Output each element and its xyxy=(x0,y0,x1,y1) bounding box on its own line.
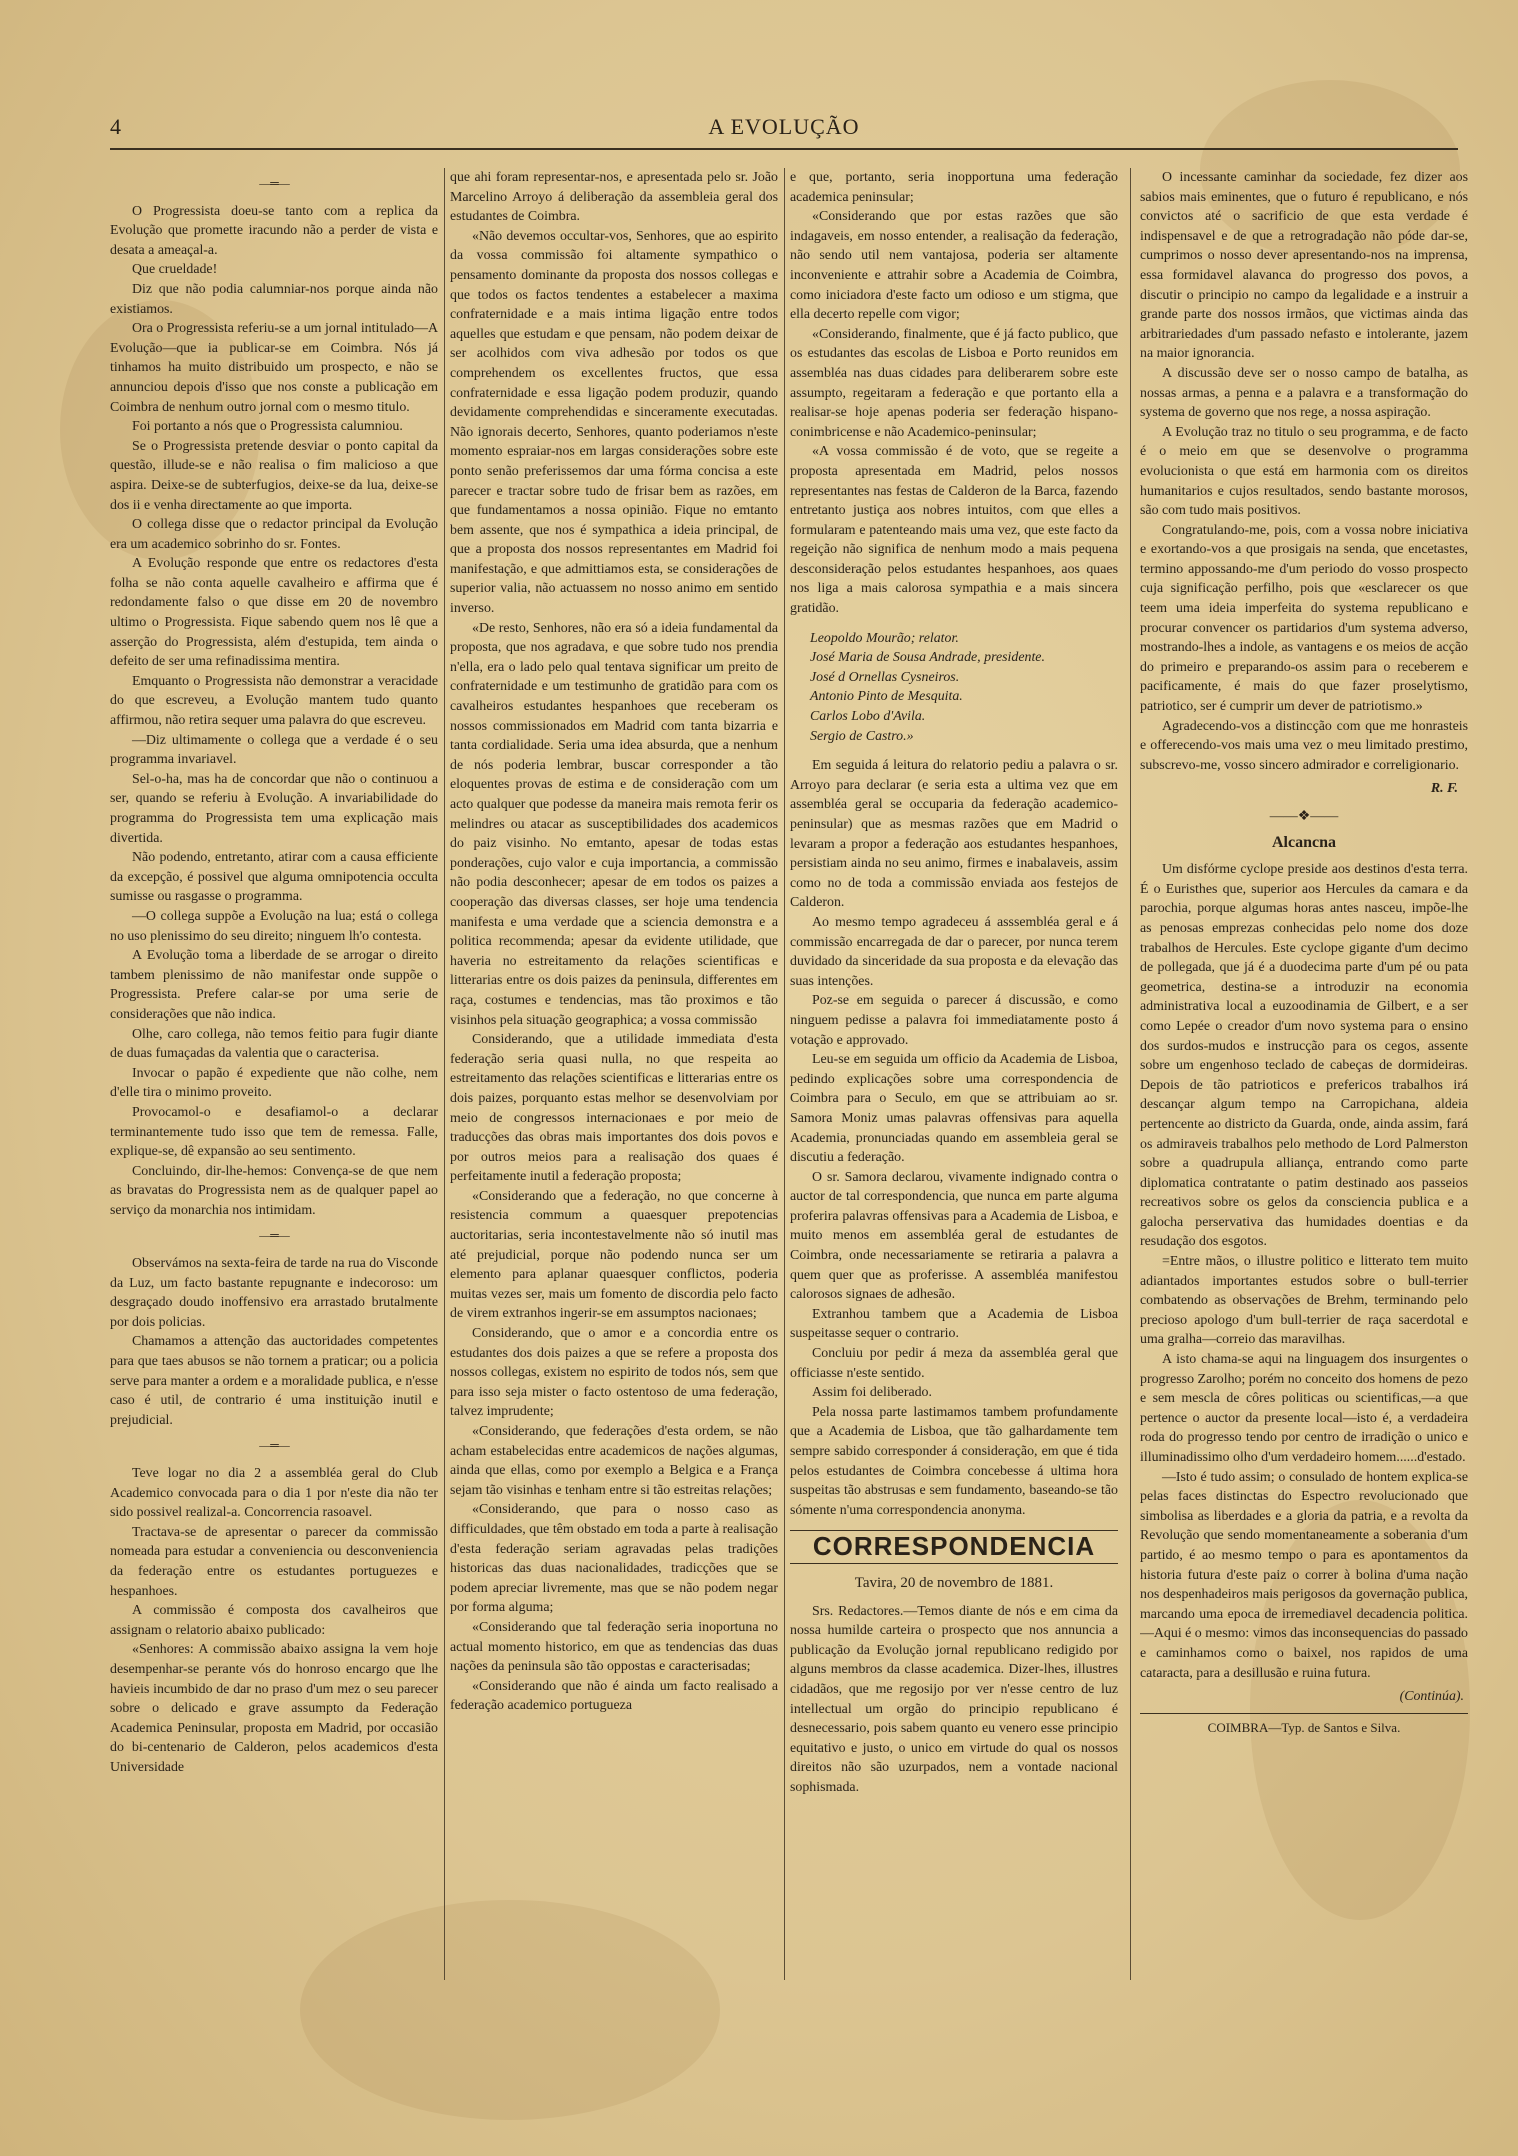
section-title-alcanena: Alcancna xyxy=(1272,833,1336,851)
separator: —═— xyxy=(259,176,289,190)
paragraph: Chamamos a attenção das auctoridades competentes para que taes abusos se não tornem a praticar; ou a policia serve para manter a ordem e a moralidade publica, e n'esse caso é util, de contrario é uma instituição inutil e prejudicial. xyxy=(110,1334,438,1428)
paragraph: «Considerando, que federações d'esta ordem, se não acham estabelecidas entre academicos de nações algumas, ainda que ellas, como por exemplo a Belgica e a França sejam tão visinhas e tenham entre si tão estreitas relações; xyxy=(450,1424,778,1498)
paragraph: Teve logar no dia 2 a assembléa geral do Club Academico convocada para o dia 1 por n'este dia não ter sido possivel realizal-a. Concorrencia rasoavel. xyxy=(110,1466,438,1521)
paragraph: Concluiu por pedir á meza da assembléa geral que officiasse n'este sentido. xyxy=(790,1346,1118,1381)
paragraph: Agradecendo-vos a distincção com que me honrasteis e offerecendo-vos mais uma vez o meu limitado prestimo, subscrevo-me, vosso sincero admirador e correligionario. xyxy=(1140,718,1468,773)
paragraph: O Progressista doeu-se tanto com a replica da Evolução que promette iracundo não a perder de vista e desata a ameaçal-a. xyxy=(110,203,438,258)
signatory: Leopoldo Mourão; relator. xyxy=(810,630,959,646)
paragraph: Tractava-se de apresentar o parecer da commissão nomeada para estudar a conveniencia ou desconveniencia da federação entre os estudantes portuguezes e hespanhoes. xyxy=(110,1524,438,1599)
continued-note: (Continúa). xyxy=(1399,1689,1464,1705)
paragraph: «Considerando que tal federação seria inoportuna no actual momento historico, em que as tendencias das duas nações da peninsula são tão oppostas e caracterisadas; xyxy=(450,1619,778,1675)
paragraph: —O collega suppõe a Evolução na lua; está o collega no uso plenissimo do seu direito; ninguem lh'o contesta. xyxy=(110,908,438,944)
paragraph: Considerando, que a utilidade immediata d'esta federação seria quasi nulla, no que respeita ao estreitamento das relações scientificas e litterarias entre os dois paizes, porquanto estas melhor se desenvolviam por meio de congressos internacionaes e por meio de traducções das obras mais importantes dos dois povos e por outros meios para a realisação dos quaes é perfeitamente inutil a federação proposta; xyxy=(450,1032,778,1185)
paragraph: «Considerando, que para o nosso caso as difficuldades, que têm obstado em toda a parte à realisação d'esta federação seriam agravadas pelas tradições historicas das duas nacionalidades, tradicções que se podem apreciar livremente, mas que se não podem negar por forma alguma; xyxy=(450,1502,778,1616)
paragraph: «Não devemos occultar-vos, Senhores, que ao espirito da vossa commissão foi altamente sympathico o pensamento dominante da proposta dos nossos collegas e que todos os factos tendentes a estabelecer a maxima confraternidade e a mais intima ligação entre todos aquelles que estudam e que pensam, não podem deixar de ser acolhidos com viva adhesão por todos os que comprehendem os excellentes fructos, que essa confraternidade e essa ligação podem produzir, quando devidamente comprehendidas e sinceramente executadas. Não ignorais decerto, Senhores, quanto poderiamos n'este momento espraiar-nos em largas considerações sobre este ponto senão preferissemos dar uma fórma concisa a este parecer e tractar sobre tudo de frisar bem as razões, em que fundamentamos a nossa opinião. Fique no emtanto bem assente, que nos é sympathica a ideia principal, de que a proposta dos nossos representantes em Madrid foi manifestação, e que admittiamos esta, se considerações de superior valia, não actuassem no nosso animo em sentido inverso. xyxy=(450,228,778,617)
paragraph: A Evolução traz no titulo o seu programma, e de facto é o meio em que se desenvolve o programma evolucionista o que está em harmonia com os direitos humanitarios e cujos resultados, sendo bastante morosos, são com tudo mais positivos. xyxy=(1140,424,1468,519)
column-rule xyxy=(784,168,785,1980)
paragraph: Assim foi deliberado. xyxy=(812,1385,932,1401)
signatories xyxy=(810,629,1118,747)
column-3 xyxy=(790,168,1118,1980)
paragraph: A Evolução toma a liberdade de se arrogar o direito tambem plenissimo de não manifestar onde suppõe o Progressista. Prefere calar-se por uma serie de considerações que não indica. xyxy=(110,948,438,1022)
paragraph: «Senhores: A commissão abaixo assigna la vem hoje desempenhar-se perante vós do honroso encargo que lhe havieis incumbido de dar no praso d'um mez o seu parecer sobre o delicado e grave assumpto da Federação Academica Peninsular, proposta em Madrid, por occasião do bi-centenario de Calderon, pelos academicos d'esta Universidade xyxy=(110,1642,438,1775)
paragraph: Provocamol-o e desafiamol-o a declarar terminantemente tudo isso que tem de remessa. Falle, explique-se, dê expansão ao seu sentimento. xyxy=(110,1104,438,1160)
paragraph: O incessante caminhar da sociedade, fez dizer aos sabios mais eminentes, que o futuro é republicano, e nós convictos até o sacrificio de que esta verdade é indispensavel e de que a retrogradação não póde dar-se, cumprimos o nosso dever apresentando-nos na imprensa, essa formidavel alavanca do progresso dos povos, a discutir o principio no campo da legalidade e a instruir a grande parte dos nossos irmãos, que victimas ainda das arbitrariedades d'um passado nefasto e intolerante, jazem na maior ignorancia. xyxy=(1140,170,1468,362)
paragraph: Emquanto o Progressista não demonstrar a veracidade do que escreveu, a Evolução mantem tudo quanto affirmou, não retira sequer uma palavra do que escreveu. xyxy=(110,673,438,729)
paragraph: —Diz ultimamente o collega que a verdade é o seu programma invariavel. xyxy=(110,732,438,768)
paragraph: Ao mesmo tempo agradeceu á asssembléa geral e á commissão encarregada de dar o parecer, por nunca terem duvidado da sinceridade da sua proposta e da elevação das suas intenções. xyxy=(790,914,1118,989)
paragraph: «Considerando que a federação, no que concerne à resistencia commum a quaesquer prepotencias auctoritarias, seria incontestavelmente não só inutil mas até prejudicial, porque não podendo nunca ser um elemento para aplanar quaesquer conflictos, poderia muitas vezes ser, mais um fomento de discordia pelo facto de virem extranhos ingerir-se em assumptos nacionaes; xyxy=(450,1188,778,1322)
dateline: Tavira, 20 de novembro de 1881. xyxy=(854,1574,1054,1591)
paragraph: Não podendo, entretanto, atirar com a causa efficiente da excepção, é possivel que alguma omnipotencia occulta sumisse ou rasgasse o programma. xyxy=(110,850,438,905)
paragraph: Extranhou tambem que a Academia de Lisboa suspeitasse sequer o contrario. xyxy=(790,1306,1118,1342)
separator: —═— xyxy=(259,1438,289,1453)
section-title-correspondencia: CORRESPONDENCIA xyxy=(790,1530,1118,1564)
printer-imprint: COIMBRA—Typ. de Santos e Silva. xyxy=(1140,1713,1468,1738)
paragraph: Se o Progressista pretende desviar o ponto capital da questão, illude-se e não realisa o fim malicioso a que aspira. Deixe-se de subterfugios, deixe-se da lua, deixe-se dos ii e venha directamente ao que importa. xyxy=(110,438,438,513)
paragraph: =Entre mãos, o illustre politico e litterato tem muito adiantados importantes estudos sobre o bull-terrier combatendo as observações de Brehm, terminando pelo precioso apologo d'um bull-terrier de raça sacerdotal e uma gralha—correio das maravilhas. xyxy=(1140,1254,1468,1348)
paragraph: Leu-se em seguida um officio da Academia de Lisboa, pedindo explicações sobre uma correspondencia de Coimbra para o Seculo, em que se attribuiam ao sr. Samora Moniz umas palavras offensivas para aquella Academia, pronunciadas quando em assembleia geral se discutiu a federação. xyxy=(790,1052,1118,1166)
paragraph: e que, portanto, seria inopportuna uma federação academica peninsular; xyxy=(790,170,1118,205)
column-rule xyxy=(444,168,445,1980)
paragraph: «De resto, Senhores, não era só a ideia fundamental da proposta, que nos agradava, e que sobre tudo nos prendia n'ella, era o lado pelo qual tentava significar um preito de confraternidade e um testimunho de gratidão para com os cavalheiros estudantes hespanhoes que receberam os nossos commissionados em Madrid com tanta bizarria e tanta cordialidade. Seria uma idea absurda, que a nenhum de nós poderia lembrar, buscar corresponder a tão eloquentes provas de estima e de consideração com um acto qualquer que podesse da maneira mais remota ferir os melindres ou atacar as susceptibilidades dos academicos do paiz visinho. No emtanto, apesar de todas estas ponderações, cujo valor e cuja importancia, a commissão não podia desconhecer; apesar de em todos os paizes a cooperação das diversas classes, ser hoje uma tendencia manifesta e uma verdade que a sciencia demonstra e a politica recommenda; apesar da evidente utilidade, que haveria no estreitamento da relações scientificas e litterarias entre os dois paizes da peninsula, differentes em raça, costumes e tendencias, mas tão proximos e tão visinhos pela situação geographica; a vossa commissão xyxy=(450,620,778,1028)
signature-initials: R. F. xyxy=(1430,781,1458,797)
column-4 xyxy=(1140,168,1468,1980)
signatory: José d Ornellas Cysneiros. xyxy=(810,669,960,685)
paragraph: Invocar o papão é expediente que não colhe, nem d'elle tira o minimo proveito. xyxy=(110,1065,438,1101)
page-number: 4 xyxy=(110,114,121,139)
paragraph: Olhe, caro collega, não temos feitio para fugir diante de duas fumaçadas da valentia que o caracterisa. xyxy=(110,1026,438,1062)
paragraph: Concluindo, dir-lhe-hemos: Convença-se de que nem as bravatas do Progressista nem as de qualquer papel ao serviço da monarchia nos intimidam. xyxy=(110,1163,438,1218)
paragraph: Observámos na sexta-feira de tarde na rua do Visconde da Luz, um facto bastante repugnante e indecoroso: um desgraçado doudo inoffensivo era arrastado brutalmente por dois policias. xyxy=(110,1256,438,1330)
column-2 xyxy=(450,168,778,1980)
paragraph: Considerando, que o amor e a concordia entre os estudantes dos dois paizes a que se refere a proposta dos nossos collegas, existem no espirito de todos nós, sem que para isso seja mister o facto ostentoso de uma federação, talvez imprudente; xyxy=(450,1326,778,1420)
page-header xyxy=(110,108,1458,150)
paragraph: Um disfórme cyclope preside aos destinos d'esta terra. É o Euristhes que, superior aos Hercules da camara e da parochia, porque algumas horas antes nasceu, impõe-lhe as penosas emprezas conhecidas pelo nome dos doze trabalhos de Hercules. Este cyclope gigante d'um decimo de pollegada, que já é a duodecima parte d'um pé ou pata geometrica, destina-se a introduzir na economia administrativa local a euzoodinamia de Gilbert, e a ser como Lepée o creador d'um novo systema para o ensino dos surdos-mudos e instrucção para os cegos, assente sobre um engenhoso teclado de cabeças de dormideiras. Depois de tão patrioticos e prefericos trabalhos irá descançar algum tempo na Carropichana, aldeia pertencente ao districto da Guarda, onde, ainda assim, fará os admiraveis trabalhos pelo methodo de Lord Palmerston sobre a quadrupula alliança, entrando como parte diplomatica contratante o patim destinado aos passeios recreativos sobre os gelos da consciencia publica e a galocha perservativa das humidades doentias e da resudação dos esgotos. xyxy=(1140,862,1468,1250)
separator: —═— xyxy=(259,1228,289,1243)
paragraph: Congratulando-me, pois, com a vossa nobre iniciativa e exortando-vos a que prosigais na senda, que encetastes, termino appossando-me d'um periodo do vosso prospecto cuja significação perfilho, pois que «esclarecer os que teem uma ideia imperfeita do systema republicano e procurar convencer os partidarios d'um systema adverso, mostrando-lhes a indole, as vantagens e os meios de acção do primeiro e preparando-os assim para o receberem e pacificamente, é mais do que fazer proselytismo, patriotico, ser é cumprir um dever de patriotismo.» xyxy=(1140,522,1468,715)
paragraph: «Considerando que não é ainda um facto realisado a federação academico portugueza xyxy=(450,1678,778,1714)
signatory: Sergio de Castro.» xyxy=(810,728,914,744)
ornament-divider: ——❖—— xyxy=(1269,809,1339,824)
column-rule xyxy=(1130,168,1131,1980)
paragraph: Srs. Redactores.—Temos diante de nós e em cima da nossa humilde carteira o prospecto que nos annuncia a publicação da Evolução jornal republicano redigido por alguns membros da classe academica. Dizer-lhes, illustres cidadãos, que me regosijo por ver n'esse centro de luz intellectual um orgão do principio republicano é desnecessario, pois sabem quanto eu venero esse principio equitativo e justo, o unico em virtude do qual os nossos direitos não são uzurpados, nem a vontade nacional sophismada. xyxy=(790,1603,1118,1795)
paragraph: Poz-se em seguida o parecer á discussão, e como ninguem pedisse a palavra foi immediatamente posto á votação e approvado. xyxy=(790,993,1118,1048)
paragraph: A commissão é composta dos cavalheiros que assignam o relatorio abaixo publicado: xyxy=(110,1603,438,1638)
paragraph: O sr. Samora declarou, vivamente indignado contra o auctor de tal correspondencia, que nunca em parte alguma proferira palavras offensivas para a Academia de Lisboa, e muito menos em assembléa geral de estudantes de Coimbra, onde necessariamente se retiraria a palavra a quem quer que as proferisse. A assembléa manifestou calorosos signaes de adhesão. xyxy=(790,1169,1118,1303)
paragraph: «Considerando, finalmente, que é já facto publico, que os estudantes das escolas de Lisboa e Porto reunidos em assembléa nas duas cidades para deliberarem sobre este assumpto, regeitaram a federação e que portanto ella a realisar-se hoje apenas poderia ser federação hispano-conimbricense e não Academico-peninsular; xyxy=(790,326,1118,440)
newspaper-title: A EVOLUÇÃO xyxy=(708,114,860,139)
paragraph: Que crueldade! xyxy=(132,262,218,278)
paragraph: Diz que não podia calumniar-nos porque ainda não existiamos. xyxy=(110,281,438,317)
paragraph: A discussão deve ser o nosso campo de batalha, as nossas armas, a penna e a palavra e a transformação do systema de governo que nos rege, a nossa aspiração. xyxy=(1140,365,1468,421)
paragraph: —Isto é tudo assim; o consulado de hontem explica-se pelas faces distinctas do Espectro revolucionado que simbolisa as liberdades e a gloria da patria, e a revolta da Revolução que sendo momentaneamente a soberania d'um partido, é ao mesmo tempo o para es apontamentos da historia futura d'este paiz o correr à bolina d'uma nação nos despenhadeiros mais perigosos da governação publica, marcando uma epoca de irremediavel decadencia politica.—Aqui é o mesmo: vimos das inconsequencias do passado e caminhamos como o baixel, nos rapidos de uma cataracta, para a desillusão e ruina futura. xyxy=(1140,1469,1468,1681)
column-1 xyxy=(110,168,438,1980)
paragraph: O collega disse que o redactor principal da Evolução era um academico sobrinho do sr. Fontes. xyxy=(110,517,438,552)
paragraph: Em seguida á leitura do relatorio pediu a palavra o sr. Arroyo para declarar (e seria esta a ultima vez que em assembléa geral se occuparia da federação academico-peninsular) que as mesmas razões que em Madrid o levaram a propor a federação aos estudantes hespanhoes, persistiam ainda no seu animo, firmes e inabalaveis, assim como no de toda a commissão enviada aos festejos de Calderon. xyxy=(790,758,1118,911)
paragraph: Ora o Progressista referiu-se a um jornal intitulado—A Evolução—que ia publicar-se em Coimbra. Nós já tinhamos ha muito distribuido um prospecto, e não se annunciou depois d'isso que nos conste a publicação em Coimbra de nenhum outro jornal com o mesmo titulo. xyxy=(110,321,438,415)
paragraph: Pela nossa parte lastimamos tambem profundamente que a Academia de Lisboa, que tão galhardamente tem sempre sabido corresponder á consideração, em que é tida pelos estudantes de Coimbra concebesse á ultima hora suspeitas tão abstrusas e sem fundamento, baseando-se tão sómente n'uma correspondencia anonyma. xyxy=(790,1404,1118,1518)
paragraph: «A vossa commissão é de voto, que se regeite a proposta apresentada em Madrid, pelos nossos representantes nas festas de Calderon de la Barca, fazendo entretanto justiça aos nobres intuitos, com que elles a formularam e patenteando mais uma vez, que este facto da regeição não significa de nenhum modo a mais pequena desconsideração pelos estudantes hespanhoes, aos quaes nos liga a mais calorosa sympathia e a mais sincera gratidão. xyxy=(790,444,1118,617)
paragraph: «Considerando que por estas razões que são indagaveis, em nosso entender, a realisação da federação, não sendo util nem vantajosa, poderia ser altamente inconveniente e attrahir sobre a Academia de Coimbra, como iniciadora d'este facto um odioso e um stigma, que ella decerto repelle com vigor; xyxy=(790,209,1118,323)
columns xyxy=(110,168,1488,1980)
signatory: José Maria de Sousa Andrade, presidente. xyxy=(810,650,1045,666)
signatory: Antonio Pinto de Mesquita. xyxy=(810,689,963,705)
paragraph: que ahi foram representar-nos, e apresentada pelo sr. João Marcelino Arroyo á deliberação da assembleia geral dos estudantes de Coimbra. xyxy=(450,170,778,225)
signatory: Carlos Lobo d'Avila. xyxy=(810,709,926,725)
paragraph: A isto chama-se aqui na linguagem dos insurgentes o progresso Zarolho; porém no conceito dos homens de pezo e sem mescla de côres politicas ou scientificas,—a que pertence o auctor da presente local—isto é, a verdadeira roda do progresso tendo por centro de irradição o unico e illuminadissimo olho d'um verdadeiro homem......d'estado. xyxy=(1140,1352,1468,1465)
paragraph: Foi portanto a nós que o Progressista calumniou. xyxy=(132,419,403,435)
paragraph: Sel-o-ha, mas ha de concordar que não o continuou a ser, quando se referiu à Evolução. A invariabilidade do programma do Progressista tem uma explicação mais divertida. xyxy=(110,771,438,846)
paragraph: A Evolução responde que entre os redactores d'esta folha se não conta aquelle cavalheiro e affirma que é redondamente falso o que disse em 20 de novembro ultimo o Progressista. Fique sabendo quem nos lê que a asserção do Progressista, além d'estupida, tem ainda o defeito de ser uma refinadissima mentira. xyxy=(110,556,438,670)
